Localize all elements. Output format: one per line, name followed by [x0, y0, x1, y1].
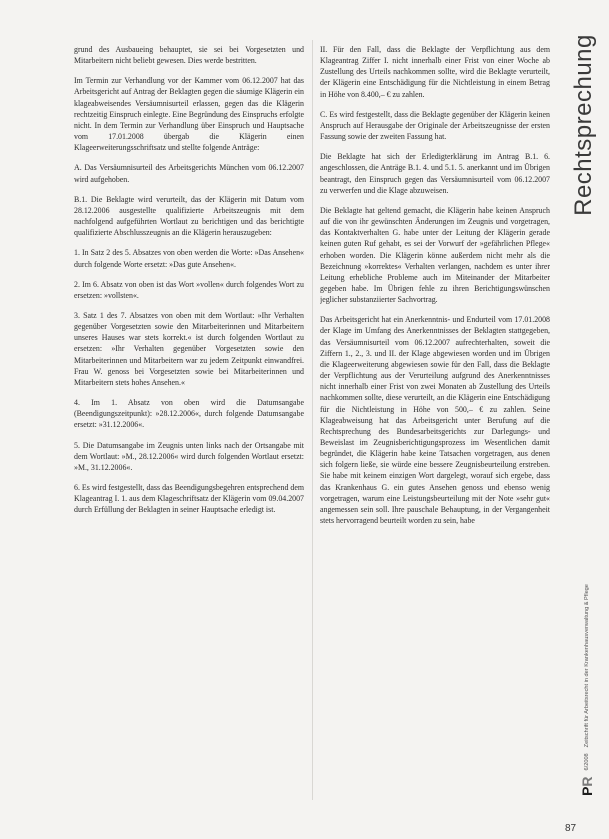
left-column: [74, 44, 304, 794]
paragraph: 6. Es wird festgestellt, dass das Beendigungsbegehren entsprechend dem Klageantrag I. 1. aus dem Klageschriftsatz der Klägerin vom 09.04.2007 durch Erfüllung der Beklagten in seiner Hauptsache erledigt ist.: [74, 483, 304, 515]
paragraph: 4. Im 1. Absatz von oben wird die Datumsangabe (Beendigungszeitpunkt): »28.12.2006«, durch folgende Datumsangabe ersetzt: »31.12.2006«.: [74, 398, 304, 430]
paragraph: Die Beklagte hat geltend gemacht, die Klägerin habe keinen Anspruch auf die von ihr gewünschten Änderungen im Zeugnis und vorgetragen, das Kontaktverhalten G. habe unter der Leitung der Klägerin gerade keinen guten Ruf gehabt, es sei der Vorwurf der »gefährlichen Pflege« erhoben worden. Die Klägerin könne außerdem nicht mehr als die Bezeichnung »korrektes« Verhalten verlangen, nachdem es unter ihrer Leitung erhebliche Probleme auch im Miteinander der Mitarbeiter gegeben habe. Im Übrigen fehle zu ihren Berichtigungswünschen jeglicher substanziierter Sachvortrag.: [320, 205, 550, 305]
paragraph: Im Termin zur Verhandlung vor der Kammer vom 06.12.2007 hat das Arbeitsgericht auf Antrag der Beklagten gegen die säumige Klägerin ein klageabweisendes Versäumnisurteil erlassen, gegen das die Klägerin rechtzeitig Einspruch einlegte. Eine Begründung des Einspruchs erfolgte nicht. In dem Termin zur Verhandlung über Einspruch und Hauptsache vom 17.01.2008 übergab die Klägerin einen Klageerweiterungsschriftsatz und stellte folgende Anträge:: [74, 76, 304, 153]
section-title-text: Rechtsprechung: [570, 34, 597, 216]
issue-label: 6/2008: [584, 753, 590, 771]
paragraph: II. Für den Fall, dass die Beklagte der Verpflichtung aus dem Klageantrag Ziffer I. nicht innerhalb einer Frist von einer Woche ab Zustellung des Urteils nachkommen sollte, wird die Beklagte verurteilt, der Klägerin eine Entschädigung für die Nichtleistung in einem Betrag in Höhe von 8.400,– € zu zahlen.: [320, 45, 550, 99]
journal-name: Zeitschrift für Arbeitsrecht in der Krankenhausverwaltung & Pflege: [584, 584, 590, 748]
paragraph: 5. Die Datumsangabe im Zeugnis unten links nach der Ortsangabe mit dem Wortlaut: »M., 28.12.2006« wird durch folgenden Wortlaut ersetzt: »M., 31.12.2006«.: [74, 440, 304, 472]
paragraph: 1. In Satz 2 des 5. Absatzes von oben werden die Worte: »Das Ansehen« durch folgende Worte ersetzt: »Das gute Ansehen«.: [74, 248, 304, 269]
paragraph: grund des Ausbaueing behauptet, sie sei bei Vorgesetzten und Mitarbeitern nicht beliebt gewesen. Dies werde bestritten.: [74, 45, 304, 66]
page-number: 87: [565, 823, 577, 834]
paragraph: 3. Satz 1 des 7. Absatzes von oben mit dem Wortlaut: »Ihr Verhalten gegenüber Vorgesetzten sowie den Mitarbeiterinnen und Mitarbeitern unseres Hauses war stets korrekt.« ist durch folgenden Wortlaut zu ersetzen: »Ihr Verhalten gegenüber Vorgesetzten sowie den Mitarbeiterinnen und Mitarbeitern war zu jedem Zeitpunkt einwandfrei. Frau W. genoss bei Vorgesetzten sowie bei Mitarbeiterinnen und Mitarbeitern stets hohes Ansehen.«: [74, 310, 304, 387]
paragraph: B.1. Die Beklagte wird verurteilt, das der Klägerin mit Datum vom 28.12.2006 ausgestellte qualifizierte Arbeitszeugnis mit dem nachfolgend aufgeführten Wortlaut zu berichtigen und das berichtigte qualifizierte Abschlusszeugnis an die Klägerin herauszugeben:: [74, 194, 304, 238]
journal-logo: PR: [579, 776, 595, 796]
paragraph: C. Es wird festgestellt, dass die Beklagte gegenüber der Klägerin keinen Anspruch auf Herausgabe der Originale der Arbeitszeugnisse der ersten Fassung sowie der zweiten Fassung hat.: [320, 109, 550, 142]
right-column: [320, 44, 550, 814]
paragraph: A. Das Versäumnisurteil des Arbeitsgerichts München vom 06.12.2007 wird aufgehoben.: [74, 163, 304, 184]
paragraph: Das Arbeitsgericht hat ein Anerkenntnis- und Endurteil vom 17.01.2008 der Klage im Umfang des Anerkenntnisses der Beklagten stattgegeben, das Versäumnisurteil vom 06.12.2007 aufrechterhalten, soweit die Ziffern 1., 2., 3. und II. der Klage abgewiesen worden und im Übrigen die Klageerweiterung abgewiesen sowie für den Fall, dass die Beklagte der Verpflichtung aus der Verurteilung aufgrund des Anerkenntnisses nicht innerhalb einer Frist von zwei Monaten ab Zustellung des Urteils nachkommen sollte, diese verurteilt, an die Klägerin eine Entschädigung für die Nichtleistung in Höhe von 500,– € zu zahlen. Seine Klageabweisung hat das Arbeitsgericht unter Berufung auf die Rechtsprechung des Bundesarbeitsgerichts zur Darlegungs- und Beweislast im Zeugnisberichtigungsprozess im Wesentlichen damit begründet, die Klägerin habe keine Tatsachen vorgetragen, aus denen sich folgern ließe, sie würde eine bessere Zeugnisbeurteilung erstreben. Sie habe mit keinem einzigen Wort dargelegt, worauf sich ergebe, dass das Krankenhaus G. ein gutes Ansehen genoss und ebenso wenig vorgetragen, warum eine Leistungsbeurteilung mit der Note »sehr gut« angemessen sein soll. Ihre pauschale Behauptung, in der Vergangenheit stets hervorragend beurteilt worden zu sein, habe: [320, 315, 550, 526]
journal-footer: [574, 560, 600, 820]
paragraph: Die Beklagte hat sich der Erledigterklärung im Antrag B.1. 6. angeschlossen, die Anträge B.1. 4. und 5.1. 5. anerkannt und im Übrigen beantragt, den Einspruch gegen das Versäumnisurteil vom 06.12.2007 zu verwerfen und die Klage abzuweisen.: [320, 152, 550, 195]
column-divider: [312, 40, 313, 800]
section-heading: [566, 34, 602, 216]
paragraph: 2. Im 6. Absatz von oben ist das Wort »vollen« durch folgendes Wort zu ersetzen: »vollsten«.: [74, 279, 304, 300]
